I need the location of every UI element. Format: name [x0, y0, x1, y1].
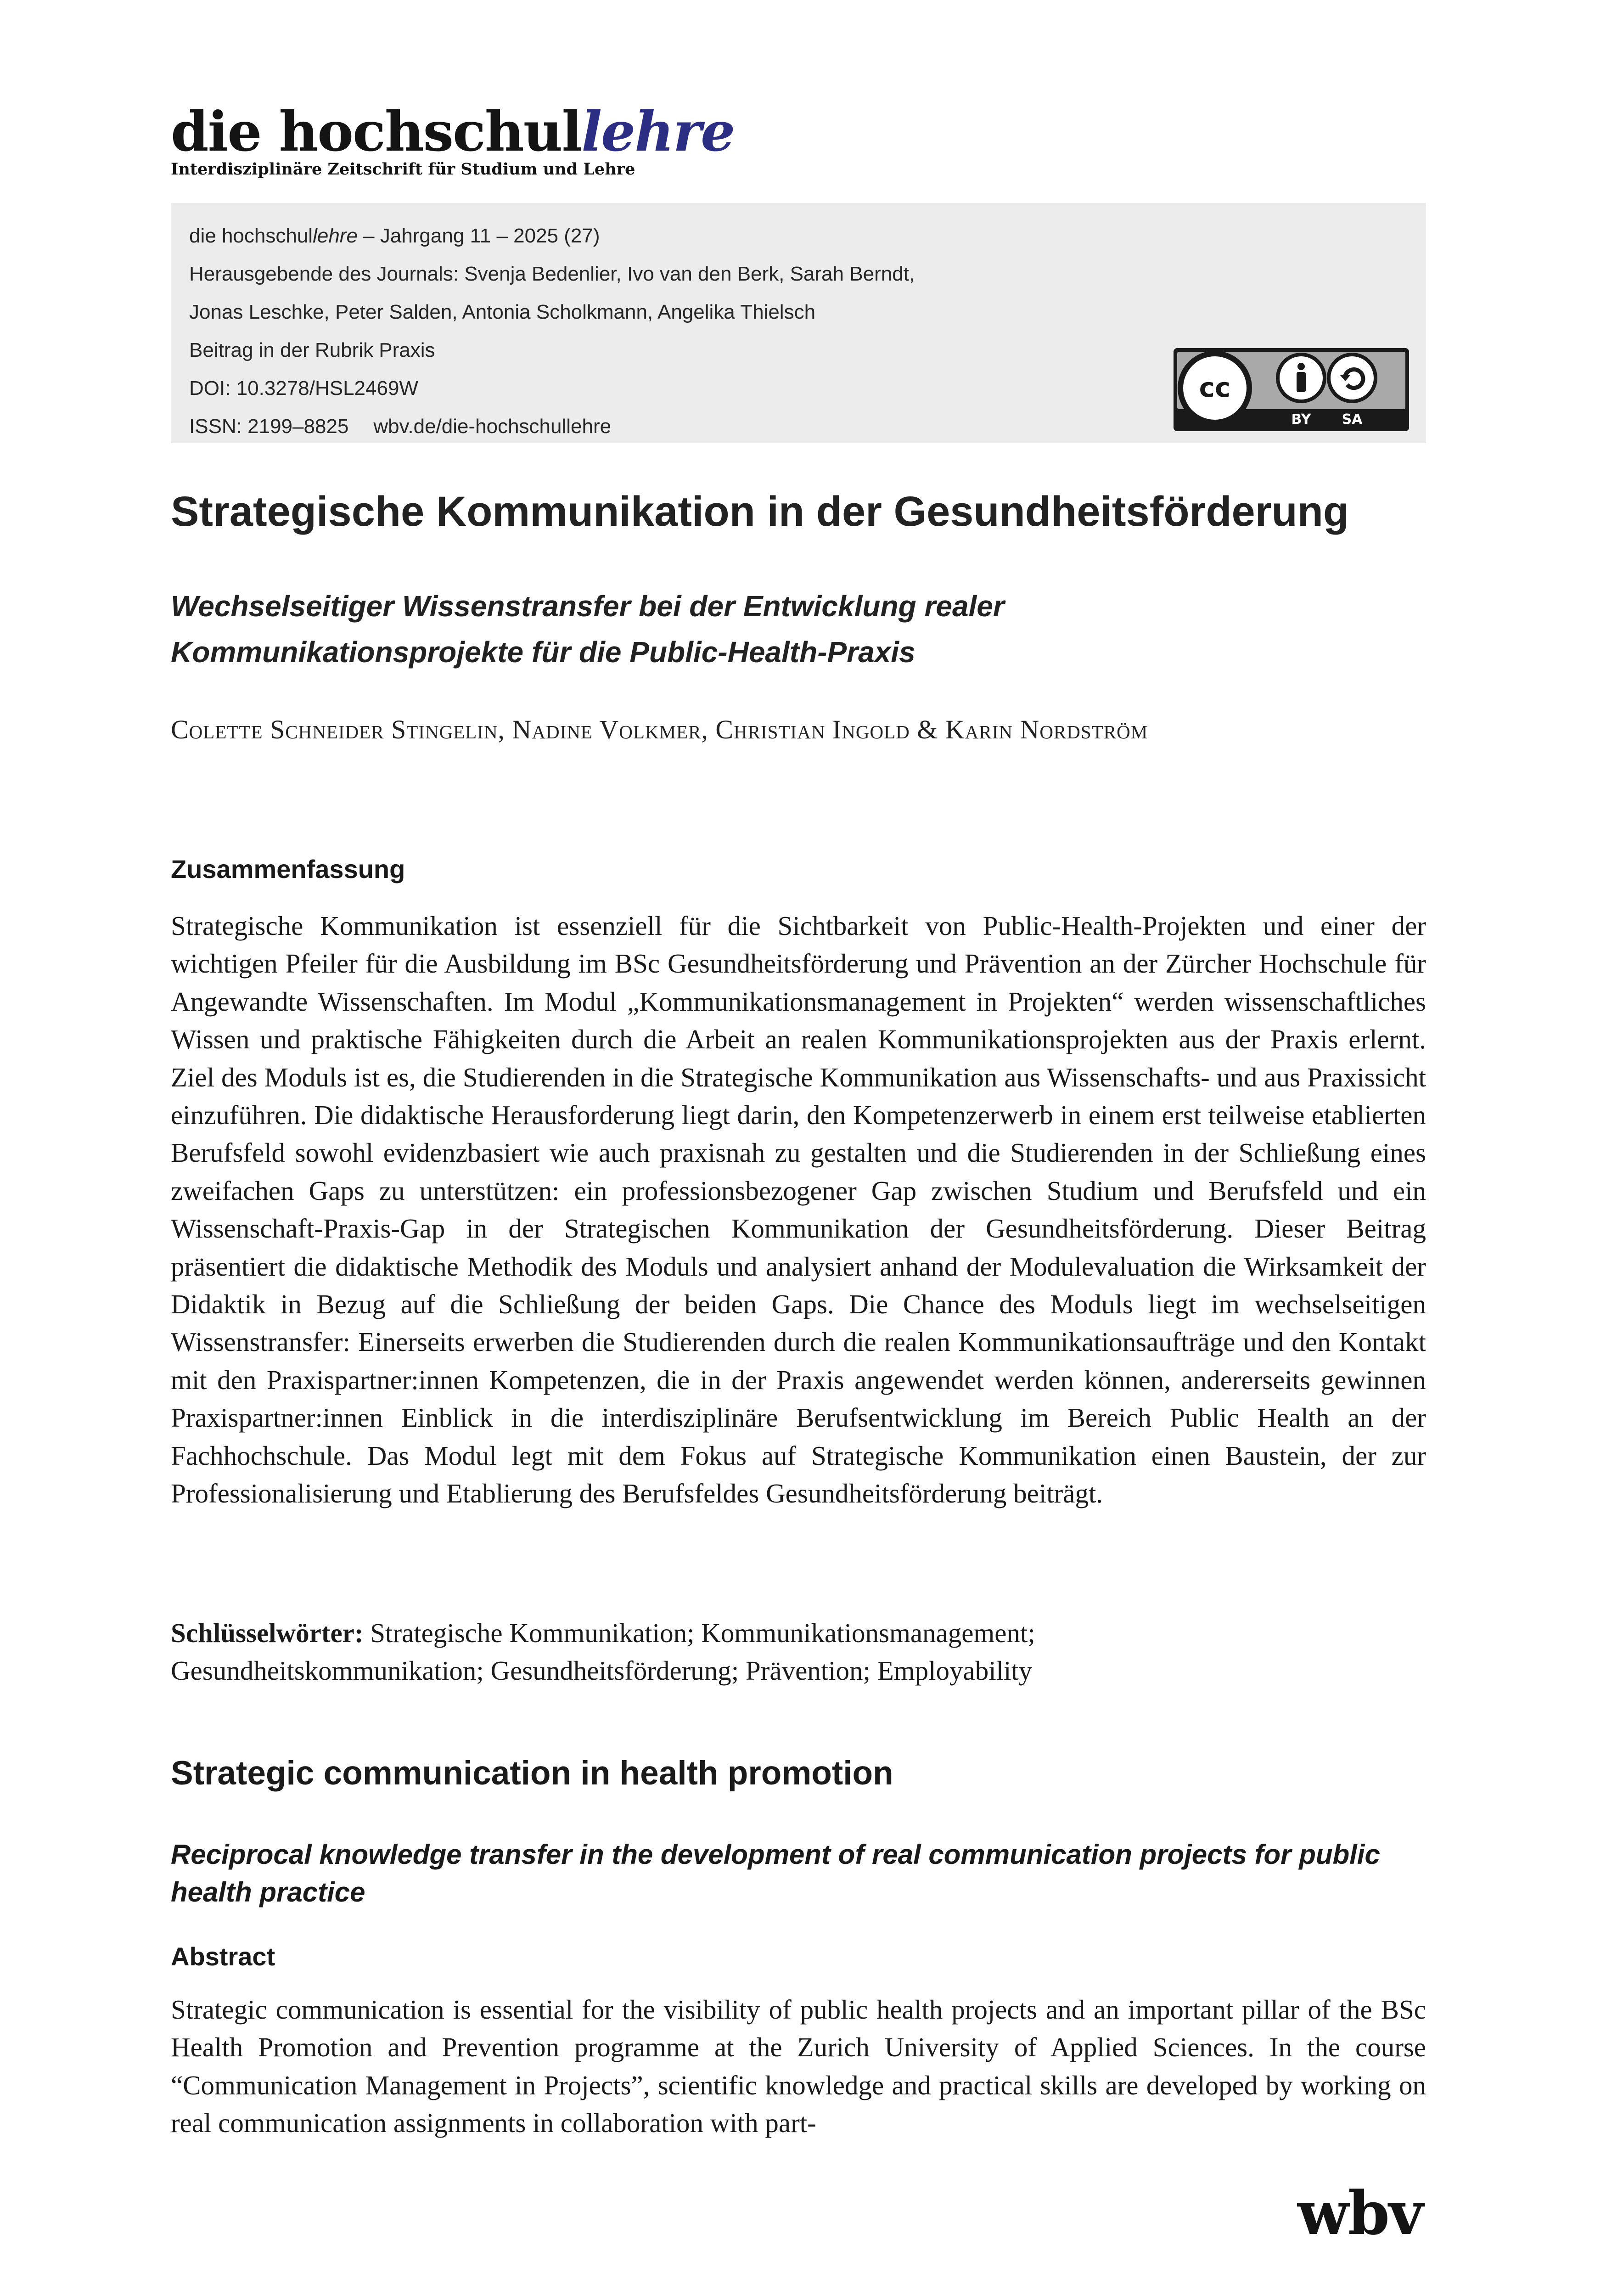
- zusammenfassung-text: Strategische Kommunikation ist essenziell für die Sichtbarkeit von Public-Health-Projekten und einer der wichtigen Pfeiler für die Ausbildung im BSc Gesundheitsförderung und Prävention an der Zürcher Hochschule für Angewandte Wissenschaften. Im Modul „Kommunikationsmanagement in Projekten“ werden wissenschaftliches Wissen und praktische Fähigkeiten durch die Arbeit an realen Kommunikationsprojekten aus der Praxis erlernt. Ziel des Moduls ist es, die Studierenden in die Strategische Kommunikation aus Wissenschafts- und aus Praxissicht einzuführen. Die didaktische Herausforderung liegt darin, den Kompetenzerwerb in einem erst teilweise etablierten Berufsfeld sowohl evidenzbasiert wie auch praxisnah zu gestalten und die Studierenden in der Schließung eines zweifachen Gaps zu unterstützen: ein professionsbezogener Gap zwischen Studium und Berufsfeld und ein Wissenschaft-Praxis-Gap in der Strategischen Kommunikation der Gesundheitsförderung. Dieser Beitrag präsentiert die didaktische Methodik des Moduls und analysiert anhand der Modulevaluation die Wirksamkeit der Didaktik in Bezug auf die Schließung der beiden Gaps. Die Chance des Moduls liegt im wechselseitigen Wissenstransfer: Einerseits erwerben die Studierenden durch die realen Kommunikationsaufträge und den Kontakt mit den Praxispartner:innen Kompetenzen, die in der Praxis angewendet werden können, andererseits gewinnen Praxispartner:innen Einblick in die interdisziplinäre Berufsentwicklung im Bereich Public Health an der Fachhochschule. Das Modul legt mit dem Fokus auf Strategische Kommunikation einen Baustein, der zur Professionalisierung und Etablierung des Berufsfeldes Gesundheitsförderung beiträgt.: [171, 911, 1426, 1509]
- journal-masthead: [171, 100, 905, 179]
- journal-info-box: [171, 203, 1426, 443]
- article-authors: Colette Schneider Stingelin, Nadine Volkmer, Christian Ingold & Karin Nordström: [171, 715, 1148, 744]
- journal-logo-part2: lehre: [581, 100, 735, 163]
- english-subtitle: Reciprocal knowledge transfer in the development of real communication projects for public health practice: [171, 1839, 1380, 1908]
- rubric-line: Beitrag in der Rubrik Praxis: [189, 339, 435, 361]
- abstract-heading: Abstract: [171, 1942, 275, 1971]
- doi-line: DOI: 10.3278/HSL2469W: [189, 377, 418, 400]
- journal-logo-part1: die hochschul: [171, 100, 582, 163]
- article-subtitle: Wechselseitiger Wissenstransfer bei der Entwicklung realer Kommunikationsprojekte für die Public-Health-Praxis: [171, 590, 1005, 669]
- keywords-label: Schlüsselwörter:: [171, 1618, 364, 1648]
- journal-url-link[interactable]: wbv.de/die-hochschullehre: [373, 415, 612, 438]
- wbv-publisher-logo: wbv: [1297, 2178, 1423, 2248]
- cc-icon-text: cc: [1199, 372, 1231, 403]
- abstract-text: Strategic communication is essential for the visibility of public health projects and an important pillar of the BSc Health Promotion and Prevention programme at the Zurich University of Applied Sciences. In the course “Communication Management in Projects”, scientific knowledge and practical skills are developed by working on real communication assignments in collaboration with part-: [171, 1994, 1426, 2138]
- cc-by-label: BY: [1291, 411, 1311, 428]
- keywords: Schlüsselwörter: Strategische Kommunikation; Kommunikationsmanagement; Gesundheitskommunikation; Gesundheitsförderung; Prävention; Employability: [171, 1618, 1035, 1686]
- english-title: Strategic communication in health promotion: [171, 1755, 893, 1792]
- journal-issue-line: die hochschullehre – Jahrgang 11 – 2025 (27): [189, 225, 600, 247]
- article-title: Strategische Kommunikation in der Gesundheitsförderung: [171, 488, 1349, 535]
- zusammenfassung-heading: Zusammenfassung: [171, 855, 405, 884]
- cc-by-sa-license-icon[interactable]: [1174, 348, 1409, 431]
- journal-logo: [171, 100, 905, 163]
- cc-sa-label: SA: [1342, 411, 1363, 428]
- journal-subtitle: Interdisziplinäre Zeitschrift für Studium und Lehre: [171, 160, 635, 179]
- issn-url-line: [189, 407, 915, 445]
- editors-line-2: Jonas Leschke, Peter Salden, Antonia Scholkmann, Angelika Thielsch: [189, 301, 816, 323]
- editors-line-1: Herausgebende des Journals: Svenja Bedenlier, Ivo van den Berk, Sarah Berndt,: [189, 263, 915, 285]
- issn: ISSN: 2199–8825: [189, 415, 349, 438]
